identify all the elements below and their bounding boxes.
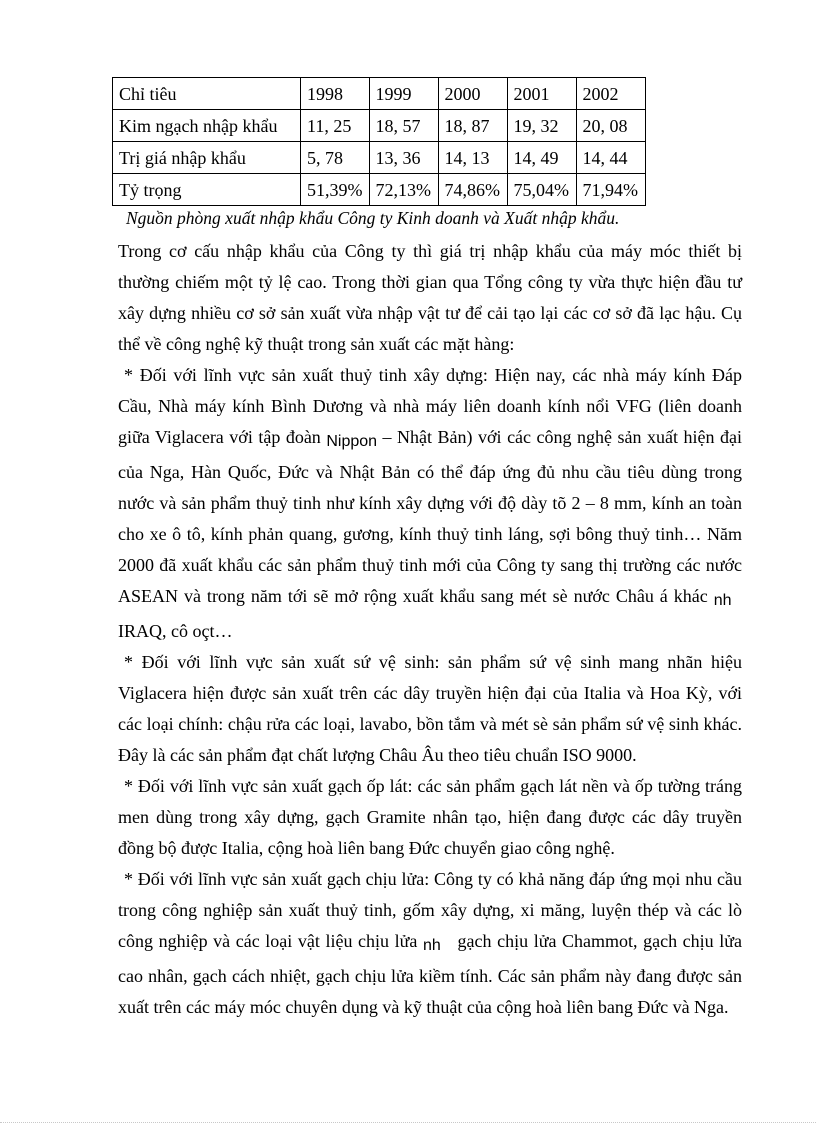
table-cell: 2001 xyxy=(507,78,576,110)
tiles-paragraph: * Đối với lĩnh vực sản xuất gạch ốp lát: các sản phẩm gạch lát nền và ốp tường tráng men dùng trong xây dựng, gạch Gramite nhân tạo, hiện đang được các dây truyền đồng bộ được Italia, cộng hoà liên bang Đức chuyển giao công nghệ. xyxy=(118,776,742,858)
table-cell: 20, 08 xyxy=(576,110,645,142)
table-cell: Kim ngạch nhập khẩu xyxy=(113,110,301,142)
table-cell: 71,94% xyxy=(576,174,645,206)
table-row xyxy=(113,142,646,174)
table-cell: 18, 57 xyxy=(369,110,438,142)
table-cell: 18, 87 xyxy=(438,110,507,142)
table-cell: 72,13% xyxy=(369,174,438,206)
body-text xyxy=(118,236,742,1023)
table-row xyxy=(113,110,646,142)
table-cell: Chỉ tiêu xyxy=(113,78,301,110)
nh-fragment: nh xyxy=(422,937,441,954)
table-cell: 74,86% xyxy=(438,174,507,206)
table-source-caption: Nguồn phòng xuất nhập khẩu Công ty Kinh doanh và Xuất nhập khẩu. xyxy=(126,208,620,228)
refractory-text-part-1: * Đối với lĩnh vực sản xuất gạch chịu lửa: Công ty có khả năng đáp ứng mọi nhu cầu trong công nghiệp sản xuất thuỷ tinh, gốm xây dựng, xi măng, luyện thép và các lò công nghiệp và các loại vật liệu chịu lửa xyxy=(118,869,742,951)
glass-text-part-3: IRAQ, cô oçt… xyxy=(118,621,233,641)
intro-paragraph: Trong cơ cấu nhập khẩu của Công ty thì giá trị nhập khẩu của máy móc thiết bị thường chiếm một tỷ lệ cao. Trong thời gian qua Tổng công ty vừa thực hiện đầu tư xây dựng nhiều cơ sở sản xuất vừa nhập vật tư để cải tạo lại các cơ sở đã lạc hậu. Cụ thể về công nghệ kỹ thuật trong sản xuất các mặt hàng: xyxy=(118,241,742,354)
table-cell: Tỷ trọng xyxy=(113,174,301,206)
nh-fragment: nh xyxy=(713,592,732,609)
sanitary-paragraph: * Đối với lĩnh vực sản xuất sứ vệ sinh: sản phẩm sứ vệ sinh mang nhãn hiệu Viglacera hiện được sản xuất trên các dây truyền hiện đại của Italia và Hoa Kỳ, với các loại chính: chậu rửa các loại, lavabo, bồn tắm và mét sè sản phẩm sứ vệ sinh khác. Đây là các sản phẩm đạt chất lượng Châu Âu theo tiêu chuẩn ISO 9000. xyxy=(118,652,742,765)
glass-paragraph xyxy=(118,360,742,647)
table-cell: 2002 xyxy=(576,78,645,110)
table-cell: 14, 49 xyxy=(507,142,576,174)
refractory-paragraph xyxy=(118,864,742,1023)
table-cell: 14, 13 xyxy=(438,142,507,174)
table-cell: 5, 78 xyxy=(301,142,370,174)
table-cell: 13, 36 xyxy=(369,142,438,174)
refractory-text-part-2: gạch chịu lửa Chammot, gạch chịu lửa cao nhân, gạch cách nhiệt, gạch chịu lửa kiềm tính. Các sản phẩm này đang được sản xuất trên các máy móc chuyên dụng và kỹ thuật của cộng hoà liên bang Đức và Nga. xyxy=(118,931,743,1017)
table-cell: 75,04% xyxy=(507,174,576,206)
nippon-text: Nippon xyxy=(326,433,378,450)
table-cell: 2000 xyxy=(438,78,507,110)
table-cell: 1998 xyxy=(301,78,370,110)
table-cell: 51,39% xyxy=(301,174,370,206)
table-cell: 1999 xyxy=(369,78,438,110)
table-header-row xyxy=(113,78,646,110)
glass-text-part-1: * Đối với lĩnh vực sản xuất thuỷ tinh xây dựng: Hiện nay, các nhà máy kính Đáp Cầu, Nhà máy kính Bình Dương và nhà máy liên doanh kính nổi VFG (liên doanh giữa Viglacera với tập đoàn xyxy=(118,365,742,447)
import-statistics-table xyxy=(112,77,646,206)
table-cell: 19, 32 xyxy=(507,110,576,142)
table-cell: 11, 25 xyxy=(301,110,370,142)
table-row xyxy=(113,174,646,206)
table-cell: 14, 44 xyxy=(576,142,645,174)
glass-text-part-2: – Nhật Bản) với các công nghệ sản xuất hiện đại của Nga, Hàn Quốc, Đức và Nhật Bản có thể đáp ứng đủ nhu cầu tiêu dùng trong nước và sản phẩm thuỷ tinh như kính xây dựng với độ dày tõ 2 – 8 mm, kính an toàn cho xe ô tô, kính phản quang, gương, kính thuỷ tinh láng, sợi bông thuỷ tinh… Năm 2000 đã xuất khẩu các sản phẩm thuỷ tinh mới của Công ty sang thị trường các nước ASEAN và trong năm tới sẽ mở rộng xuất khẩu sang mét sè nước Châu á khác xyxy=(118,427,743,606)
table-cell: Trị giá nhập khẩu xyxy=(113,142,301,174)
